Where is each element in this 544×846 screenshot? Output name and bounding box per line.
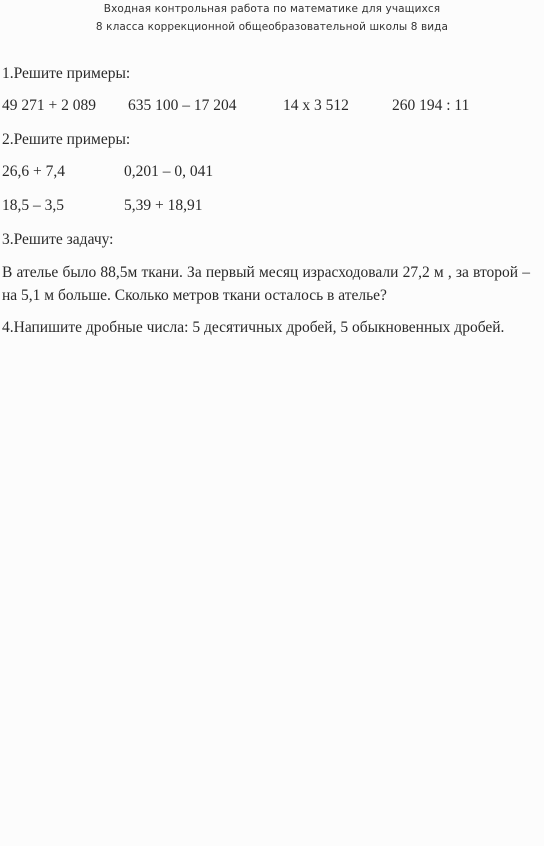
task-3-problem-text: В ателье было 88,5м ткани. За первый месяц израсходовали 27,2 м , за второй – на 5,1 м больше. Сколько метров ткани осталось в ателье? xyxy=(2,264,530,304)
task-4-text: 4.Напишите дробные числа: 5 десятичных дробей, 5 обыкновенных дробей. xyxy=(2,319,505,336)
worksheet-title-line-2: 8 класса коррекционной общеобразовательной школы 8 вида xyxy=(95,21,449,33)
task-2-example-3: 18,5 – 3,5 xyxy=(2,197,64,214)
task-3-title: 3.Решите задачу: xyxy=(2,231,114,248)
task-2-example-2: 0,201 – 0, 041 xyxy=(124,163,214,180)
task-2-title: 2.Решите примеры: xyxy=(2,131,131,148)
task-1-title: 1.Решите примеры: xyxy=(2,65,131,82)
worksheet-title-line-1: Входная контрольная работа по математике для учащихся xyxy=(103,3,441,15)
task-1-example-1: 49 271 + 2 089 xyxy=(2,97,96,114)
task-1-example-3: 14 х 3 512 xyxy=(283,97,349,114)
task-1-example-2: 635 100 – 17 204 xyxy=(128,97,237,114)
task-2-example-1: 26,6 + 7,4 xyxy=(2,163,65,180)
task-1-example-4: 260 194 : 11 xyxy=(392,97,470,114)
task-2-example-4: 5,39 + 18,91 xyxy=(124,197,203,214)
